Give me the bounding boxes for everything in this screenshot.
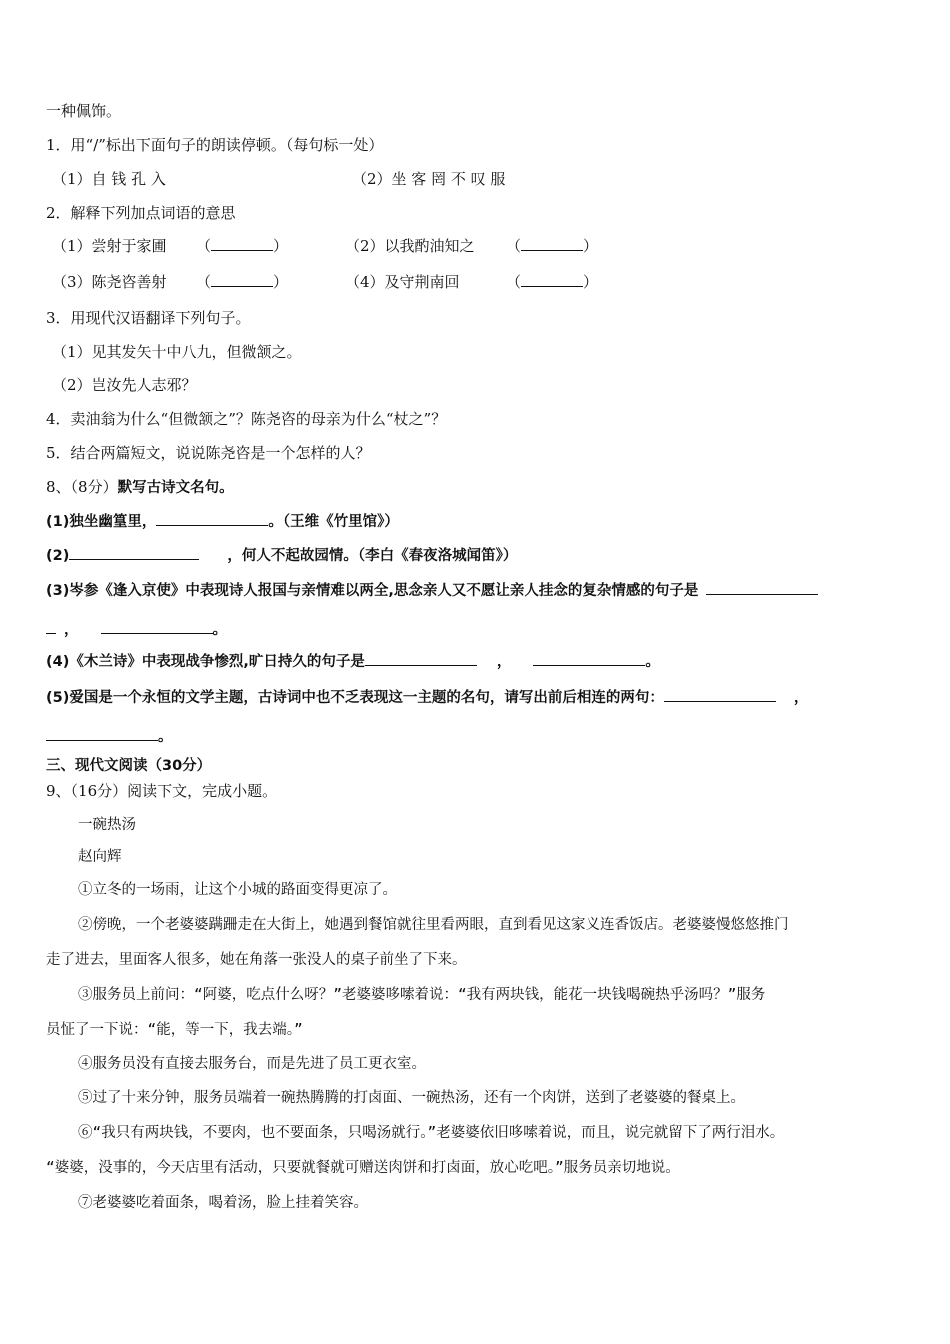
question-3-item-2: （2）岂汝先人志邪？ [52, 376, 197, 394]
question-8 [46, 477, 234, 498]
blank-line [211, 236, 273, 251]
item-text: 。 [158, 729, 173, 745]
article-paragraph-3-cont: 员怔了一下说：“能，等一下，我去端。” [46, 1022, 303, 1038]
article-title: 一碗热汤 [78, 817, 136, 833]
question-3-item-1: （1）见其发矢十中八九，但微颔之。 [52, 343, 302, 361]
item-text: 。 [645, 654, 660, 670]
question-8-prefix: 8、（8分） [46, 478, 118, 496]
paren-close: ） [273, 237, 289, 255]
paren-open: （ [196, 273, 212, 291]
answer-blank[interactable] [365, 651, 477, 666]
question-3: 3．用现代汉语翻译下列句子。 [46, 309, 251, 327]
question-1-item-2: （2）坐 客 罔 不 叹 服 [352, 170, 506, 188]
article-paragraph-6: ⑥“我只有两块钱，不要肉，也不要面条，只喝汤就行。”老婆婆依旧哆嗦着说，而且，说完就留下了两行泪水。 [78, 1125, 785, 1141]
article-paragraph-4: ④服务员没有直接去服务台，而是先进了员工更衣室。 [78, 1056, 426, 1072]
text-line: 一种佩饰。 [46, 102, 122, 120]
question-4: 4．卖油翁为什么“但微颔之”？陈尧咨的母亲为什么“杖之”？ [46, 410, 447, 428]
blank-line [521, 236, 583, 251]
question-8-item-2 [46, 545, 517, 566]
paren-open: （ [506, 273, 522, 291]
question-2: 2．解释下列加点词语的意思 [46, 204, 236, 222]
article-paragraph-2: ②傍晚，一个老婆婆蹒跚走在大街上，她遇到餐馆就往里看两眼，直到看见这家义连香饭店。老婆婆慢悠悠推门 [78, 917, 789, 933]
question-8-item-5-cont [46, 726, 173, 747]
answer-blank[interactable] [533, 651, 645, 666]
article-paragraph-1: ①立冬的一场雨，让这个小城的路面变得更凉了。 [78, 882, 397, 898]
question-2-item-4: （4）及守荆南回 [345, 273, 460, 291]
paren-open: （ [196, 237, 212, 255]
paren-close: ） [273, 273, 289, 291]
answer-blank[interactable] [156, 511, 268, 526]
article-paragraph-3: ③服务员上前问：“阿婆，吃点什么呀？”老婆婆哆嗦着说：“我有两块钱，能花一块钱喝碗热乎汤吗？”服务 [78, 987, 766, 1003]
item-text: ， [793, 690, 809, 706]
item-text: 。 [212, 622, 227, 638]
paren-close: ） [583, 237, 599, 255]
blank-line [521, 272, 583, 287]
question-1: 1．用“/”标出下面句子的朗读停顿。（每句标一处） [46, 136, 384, 154]
question-8-item-1 [46, 511, 399, 532]
answer-blank[interactable] [46, 726, 158, 741]
question-2-item-2: （2）以我酌油知之 [345, 237, 475, 255]
item-text: (4)《木兰诗》中表现战争惨烈,旷日持久的句子是 [46, 654, 365, 670]
item-text: ， [496, 654, 512, 670]
article-paragraph-5: ⑤过了十来分钟，服务员端着一碗热腾腾的打卤面、一碗热汤，还有一个肉饼，送到了老婆婆的餐桌上。 [78, 1090, 745, 1106]
item-text: (2) [46, 548, 70, 564]
item-text: 。（王维《竹里馆》） [268, 514, 399, 530]
question-8-title: 默写古诗文名句。 [117, 480, 234, 496]
question-5: 5．结合两篇短文，说说陈尧咨是一个怎样的人？ [46, 444, 371, 462]
item-text: (1)独坐幽篁里， [46, 514, 157, 530]
question-8-item-3 [46, 580, 818, 601]
answer-blank[interactable] [506, 236, 598, 256]
answer-blank[interactable] [506, 272, 598, 292]
answer-blank[interactable] [46, 619, 56, 634]
article-paragraph-7: ⑦老婆婆吃着面条，喝着汤，脸上挂着笑容。 [78, 1195, 368, 1211]
item-text: ，何人不起故园情。（李白《春夜洛城闻笛》） [227, 548, 518, 564]
answer-blank[interactable] [69, 545, 199, 560]
question-8-item-5 [46, 687, 808, 708]
answer-blank[interactable] [664, 687, 776, 702]
answer-blank[interactable] [706, 580, 818, 595]
article-paragraph-6-cont: “婆婆，没事的，今天店里有活动，只要就餐就可赠送肉饼和打卤面，放心吃吧。”服务员亲切地说。 [46, 1160, 680, 1176]
answer-blank[interactable] [101, 619, 213, 634]
question-9: 9、（16分）阅读下文，完成小题。 [46, 782, 278, 800]
section-3-heading: 三、现代文阅读（30分） [46, 758, 212, 774]
question-2-item-1: （1）尝射于家圃 [52, 237, 167, 255]
item-text: (3)岑参《逢入京使》中表现诗人报国与亲情难以两全,思念亲人又不愿让亲人挂念的复杂情感的句子是 [46, 583, 699, 599]
article-paragraph-2-cont: 走了进去，里面客人很多，她在角落一张没人的桌子前坐了下来。 [46, 952, 467, 968]
paren-close: ） [583, 273, 599, 291]
answer-blank[interactable] [196, 272, 288, 292]
question-2-item-3: （3）陈尧咨善射 [52, 273, 167, 291]
answer-blank[interactable] [196, 236, 288, 256]
question-1-item-1: （1）自 钱 孔 入 [52, 170, 166, 188]
paren-open: （ [506, 237, 522, 255]
question-8-item-4 [46, 651, 660, 672]
blank-line [211, 272, 273, 287]
question-8-item-3-cont [46, 619, 227, 640]
article-author: 赵向辉 [78, 849, 122, 865]
item-text: (5)爱国是一个永恒的文学主题，古诗词中也不乏表现这一主题的名句，请写出前后相连的两句： [46, 690, 664, 706]
item-text: ， [64, 622, 79, 638]
